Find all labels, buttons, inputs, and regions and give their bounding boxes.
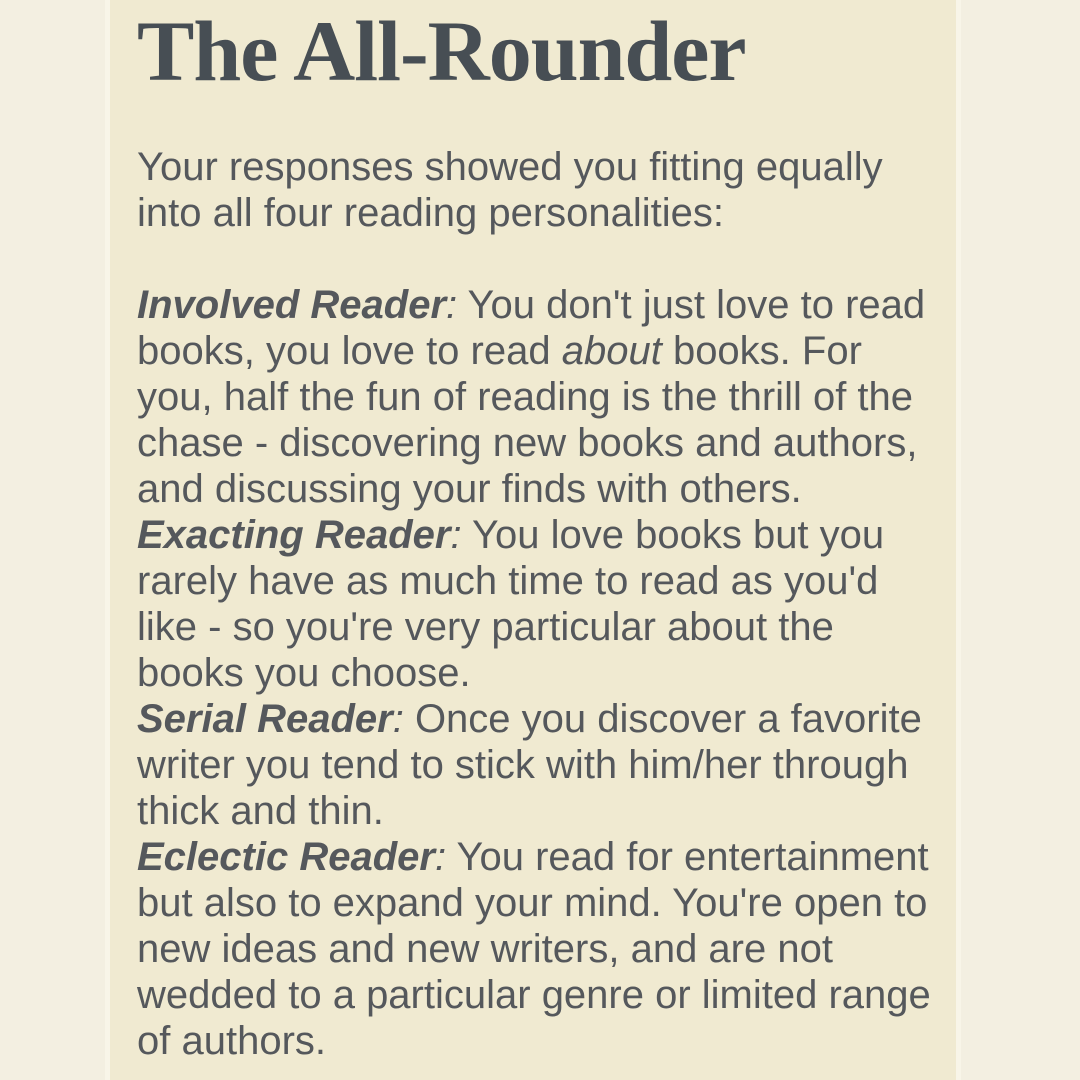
description-segment: Once you discover a favorite writer you tend to stick with him/her through thick and thin. xyxy=(137,697,922,834)
description-segment: You read for entertainment but also to expand your mind. You're open to new ideas and new writers, and are not wedded to a particular genre or limited range of authors. xyxy=(137,835,931,1064)
personality-description xyxy=(137,696,936,834)
personality-separator: : xyxy=(450,513,462,558)
personality-name: Eclectic Reader xyxy=(137,835,435,880)
personality-separator: : xyxy=(392,697,404,742)
result-content xyxy=(105,0,961,1080)
personality-name: Serial Reader xyxy=(137,697,393,742)
personality-separator: : xyxy=(434,835,447,880)
personality-description xyxy=(137,512,936,696)
description-segment: about xyxy=(561,329,662,374)
personality-name: Exacting Reader xyxy=(137,513,451,558)
personality-description xyxy=(137,834,936,1064)
result-intro: Your responses showed you fitting equally into all four reading personalities: xyxy=(137,145,883,236)
personality-description xyxy=(137,282,936,512)
personalities-list xyxy=(137,282,936,1064)
personality-separator: : xyxy=(446,283,458,328)
personality-name: Involved Reader xyxy=(137,283,447,328)
description-segment: books. For you, half the fun of reading is the thrill of the chase - discovering new books and authors, and discussing your finds with others. xyxy=(137,329,918,512)
result-title: The All-Rounder xyxy=(137,3,746,99)
description-segment: You love books but you rarely have as much time to read as you'd like - so you're very particular about the books you choose. xyxy=(137,513,885,696)
description-segment: You don't just love to read books, you love to read xyxy=(137,283,926,374)
